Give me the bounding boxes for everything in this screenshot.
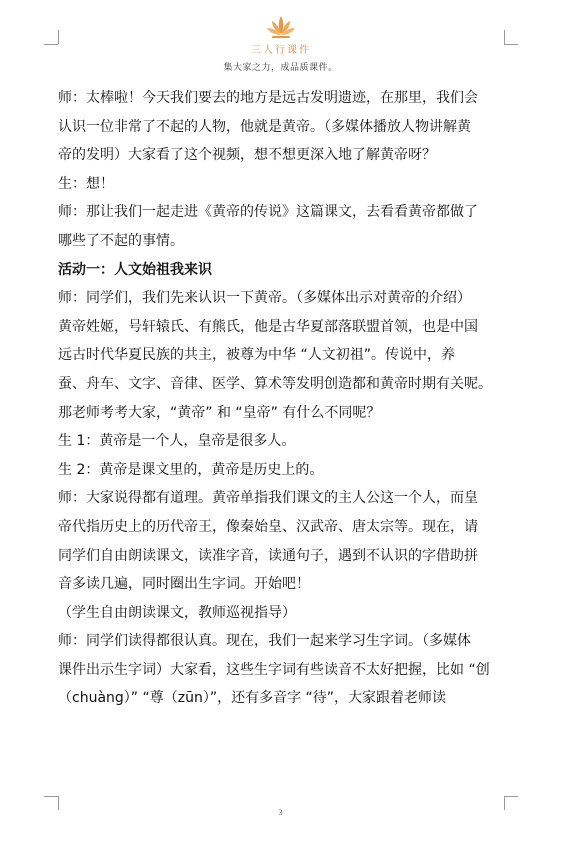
text-line: 帝的发明）大家看了这个视频，想不想更深入地了解黄帝呀？ (58, 147, 436, 164)
text-line: 远古时代华夏民族的共主，被尊为中华 “人文初祖”。传说中，养 (58, 347, 455, 364)
paragraph (58, 599, 504, 628)
text-line: 师：大家说得都有道理。黄帝单指我们课文的主人公这一个人，而皇 (58, 490, 478, 507)
text-line: 黄帝姓姬，号轩辕氏、有熊氏，他是古华夏部落联盟首领，也是中国 (58, 318, 478, 335)
text-line: 师：太棒啦！今天我们要去的地方是远古发明遗迹，在那里，我们会 (58, 90, 478, 106)
paragraph (58, 427, 504, 456)
paragraph (58, 627, 504, 713)
text-line: 同学们自由朗读课文，读准字音，读通句子，遇到不认识的字借助拼 (58, 547, 478, 564)
crop-mark-top-left-v (58, 30, 59, 44)
text-line: 师：那让我们一起走进《黄帝的传说》这篇课文，去看看黄帝都做了 (58, 204, 478, 221)
paragraph (58, 198, 504, 255)
text-line: 那老师考考大家，“黄帝” 和 “皇帝” 有什么不同呢？ (58, 404, 381, 421)
paragraph (58, 284, 504, 427)
text-line: 哪些了不起的事情。 (58, 232, 184, 249)
text-line: 认识一位非常了不起的人物，他就是黄帝。（多媒体播放人物讲解黄 (58, 118, 471, 135)
text-line: 师：同学们，我们先来认识一下黄帝。（多媒体出示对黄帝的介绍） (58, 290, 471, 307)
paragraph (58, 84, 504, 170)
lotus-logo-icon (266, 14, 296, 40)
logo-name: 三人行课件 (251, 45, 311, 56)
text-line: （chuàng）” “尊（zūn）”，还有多音字 “待”，大家跟着老师读 (58, 690, 447, 707)
crop-mark-top-right (504, 44, 518, 45)
text-line: 师：同学们读得都很认真。现在，我们一起来学习生字词。（多媒体 (58, 633, 471, 650)
text-line: 活动一：人文始祖我来识 (58, 261, 212, 278)
document-body (58, 84, 504, 713)
text-line: 生 2：黄帝是课文里的，黄帝是历史上的。 (58, 461, 324, 478)
text-line: 音多读几遍，同时圈出生字词。开始吧！ (58, 576, 310, 593)
paragraph (58, 456, 504, 485)
crop-mark-top-right-v (504, 30, 505, 44)
paragraph (58, 484, 504, 598)
page-number: 3 (278, 808, 283, 817)
text-line: 帝代指历史上的历代帝王，像秦始皇、汉武帝、唐太宗等。现在，请 (58, 518, 478, 535)
text-line: （学生自由朗读课文，教师巡视指导） (58, 604, 296, 621)
header-slogan: 集大家之力，成品质课件。 (223, 63, 338, 73)
crop-mark-top-left (44, 44, 58, 45)
text-line: 蚕、舟车、文字、音律、医学、算术等发明创造都和黄帝时期有关呢。 (58, 375, 492, 392)
text-line: 生 1：黄帝是一个人，皇帝是很多人。 (58, 433, 296, 450)
crop-mark-bottom-right (504, 796, 518, 797)
text-line: 生：想！ (58, 175, 114, 192)
paragraph (58, 170, 504, 199)
section-heading (58, 256, 504, 285)
text-line: 课件出示生字词）大家看，这些生字词有些读音不太好把握，比如 “创 (58, 661, 490, 678)
crop-mark-bottom-left (44, 796, 58, 797)
